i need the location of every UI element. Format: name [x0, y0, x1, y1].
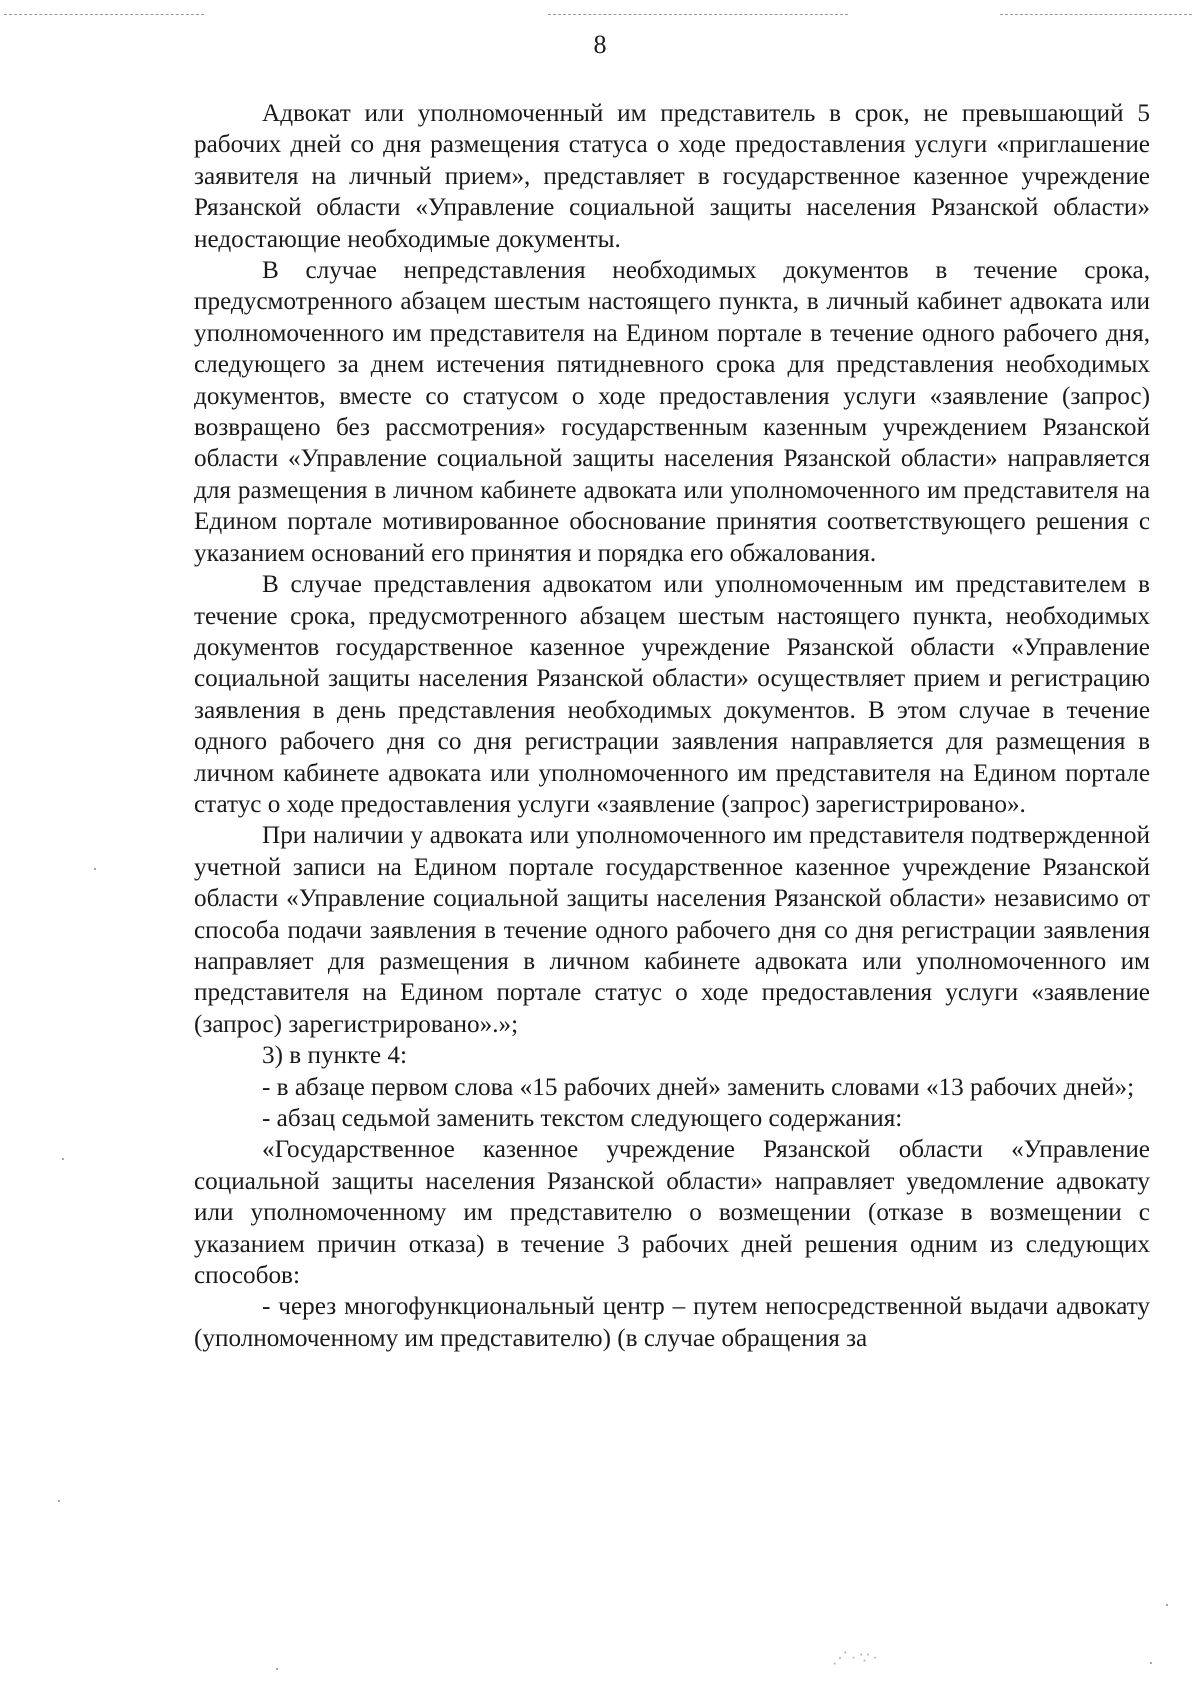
paragraph-confirmed-account: При наличии у адвоката или уполномоченного им представителя подтвержденной учетной записи на Едином портале государственное казенное учреждение Рязанской области «Управление социальной защиты населения Рязанской области» независимо от способа подачи заявления в течение одного рабочего дня со дня регистрации заявления направляет для размещения в личном кабинете адвоката или уполномоченного им представителя на Едином портале статус о ходе предоставления услуги «заявление (запрос) зарегистрировано».»; — [194, 822, 1150, 1038]
scan-speck — [94, 868, 96, 870]
paragraph-document-deadline: Адвокат или уполномоченный им представитель в срок, не превышающий 5 рабочих дней со дня размещения статуса о ходе предоставления услуги «приглашение заявителя на личный прием», представляет в государственное казенное учреждение Рязанской области «Управление социальной защиты населения Рязанской области» недостающие необходимые документы. — [194, 100, 1150, 253]
scan-speck — [1150, 1662, 1152, 1664]
scan-top-edge-left — [4, 14, 204, 15]
paragraph-mfc-delivery: - через многофункциональный центр – путем непосредственной выдачи адвокату (уполномоченному им представителю) (в случае обращения за — [194, 1293, 1150, 1352]
paragraph-non-submission: В случае непредставления необходимых документов в течение срока, предусмотренного абзацем шестым настоящего пункта, в личный кабинет адвоката или уполномоченного им представителя на Едином портале в течение одного рабочего дня, следующего за днем истечения пятидневного срока для представления необходимых документов, вместе со статусом о ходе предоставления услуги «заявление (запрос) возвращено без рассмотрения» государственным казенным учреждением Рязанской области «Управление социальной защиты населения Рязанской области» направляется для размещения в личном кабинете адвоката или уполномоченного им представителя на Едином портале мотивированное обоснование принятия соответствующего решения с указанием оснований его принятия и порядка его обжалования. — [194, 257, 1150, 567]
paragraph-submission: В случае представления адвокатом или уполномоченным им представителем в течение срока, предусмотренного абзацем шестым настоящего пункта, необходимых документов государственное казенное учреждение Рязанской области «Управление социальной защиты населения Рязанской области» осуществляет прием и регистрацию заявления в день представления необходимых документов. В этом случае в течение одного рабочего дня со дня регистрации заявления направляется для размещения в личном кабинете адвоката или уполномоченного им представителя на Едином портале статус о ходе предоставления услуги «заявление (запрос) зарегистрировано». — [194, 571, 1150, 818]
document-body — [194, 98, 1150, 1354]
scan-speck — [276, 1668, 278, 1670]
scan-speck — [62, 1158, 64, 1160]
scan-speck — [1166, 1604, 1168, 1606]
scan-speck — [58, 1500, 60, 1502]
page-number: 8 — [593, 30, 607, 59]
paragraph-seventh-paragraph-change: - абзац седьмой заменить текстом следующего содержания: — [262, 1105, 903, 1132]
scan-top-edge-middle — [548, 14, 848, 15]
scan-smudge: ⋰·∵· — [832, 1650, 881, 1667]
scan-top-edge-right — [1000, 14, 1192, 15]
paragraph-notification: «Государственное казенное учреждение Рязанской области «Управление социальной защиты населения Рязанской области» направляет уведомление адвокату или уполномоченному им представителю о возмещении (отказе в возмещении с указанием причин отказа) в течение 3 рабочих дней решения одним из следующих способов: — [194, 1136, 1150, 1290]
paragraph-first-paragraph-change: - в абзаце первом слова «15 рабочих дней» заменить словами «13 рабочих дней»; — [262, 1073, 1135, 1101]
paragraph-item-3: 3) в пункте 4: — [262, 1042, 408, 1070]
